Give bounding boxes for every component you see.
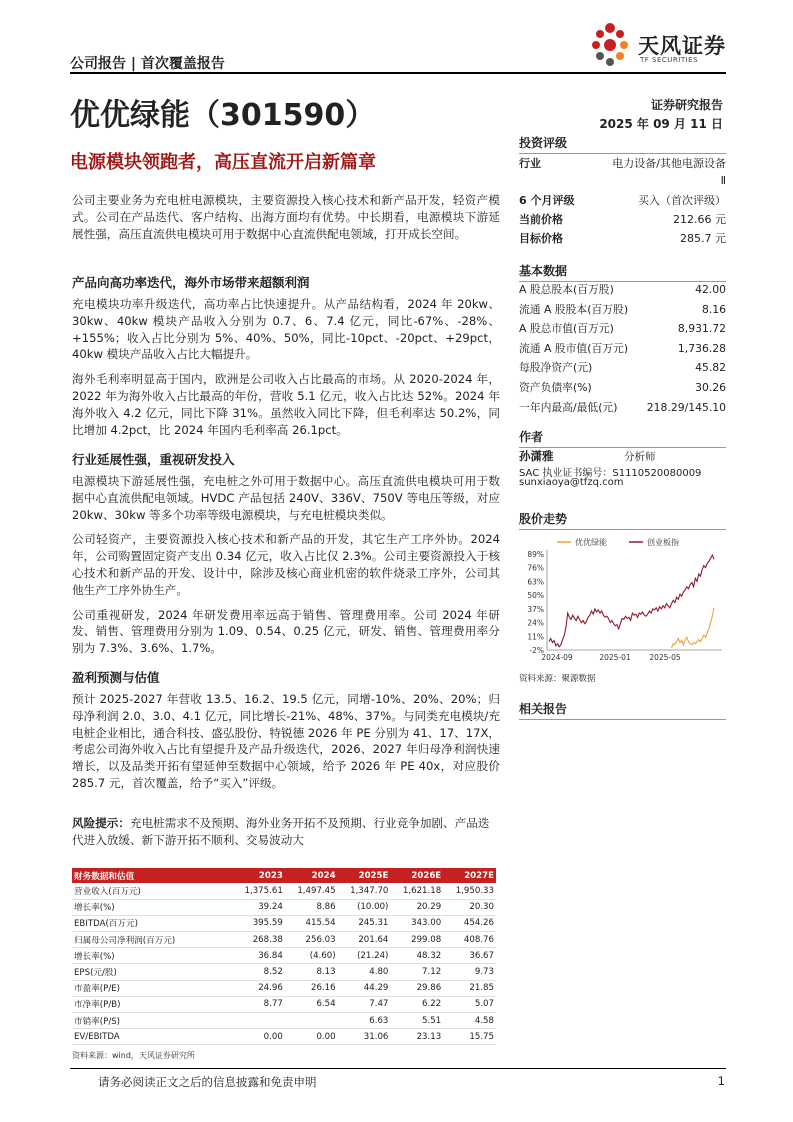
header-divider [70, 72, 726, 74]
author-email: sunxiaoya@tfzq.com [519, 477, 624, 488]
table-cell: 256.03 [285, 932, 338, 948]
author-role: 分析师 [624, 451, 656, 463]
industry-row [519, 155, 726, 189]
table-cell: 1,375.61 [232, 883, 285, 899]
table-row [72, 899, 496, 915]
paragraph: 海外毛利率明显高于国内，欧洲是公司收入占比最高的市场。从 2020-2024 年，2022 年为海外收入占比最高的年份，营收 5.1 亿元，收入占比达 52%。2024 年海外收入 4.2 亿元，同比下降 31%。虽然收入同比下降，但毛利率达 50.2%，同比增加 4.2pct，比 2024 年国内毛利率高 26.1pct。 [72, 372, 500, 437]
y-tick-label: 50% [527, 591, 544, 601]
table-cell: 15.75 [443, 1029, 496, 1045]
table-cell: 8.86 [285, 899, 338, 915]
table-cell: 增长率(%) [72, 948, 232, 964]
headline: 电源模块领跑者，高压直流开启新篇章 [70, 152, 376, 173]
index-series-line [549, 555, 714, 647]
rating-title: 投资评级 [519, 134, 726, 154]
rating-value: 买入（首次评级） [638, 194, 726, 207]
section-title: 产品向高功率迭代，海外市场带来超额利润 [72, 275, 310, 290]
legend-label: 优优绿能 [575, 538, 607, 547]
table-cell: 201.64 [338, 932, 391, 948]
table-cell: 0.00 [285, 1029, 338, 1045]
industry-label: 行业 [519, 157, 541, 170]
section-body [72, 473, 500, 665]
target-row [519, 230, 726, 246]
table-row [72, 964, 496, 980]
table-cell: 415.54 [285, 915, 338, 931]
table-cell: 6.54 [285, 996, 338, 1012]
table-cell: 23.13 [390, 1029, 443, 1045]
table-cell: 24.96 [232, 980, 285, 996]
table-cell: 36.67 [443, 948, 496, 964]
table-cell: 增长率(%) [72, 899, 232, 915]
table-cell [285, 1013, 338, 1029]
table-cell: 4.80 [338, 964, 391, 980]
author-title: 作者 [519, 428, 726, 448]
section-title: 行业延展性强，重视研发投入 [72, 452, 235, 467]
paragraph: 预计 2025-2027 年营收 13.5、16.2、19.5 亿元，同增-10%、20%、20%；归母净利润 2.0、3.0、4.1 亿元，同比增长-21%、48%、37%。与同类充电模块/充电桩企业相比，通合科技、盛弘股份、特锐德 2026 年 PE 分别为 41、17、17X，考虑公司海外收入占比有望提升及产品升级迭代，2026、2027 年归母净利润快速增长，以及品类开拓有望延伸至数据中心领域，给予 2026 年 PE 40x，对应股价 285.7 元，首次覆盖，给予“买入”评级。 [72, 692, 500, 790]
basic-data-row [519, 398, 726, 417]
basic-data-label: 一年内最高/最低(元) [519, 400, 618, 414]
author-name: 孙潇雅 [519, 449, 554, 463]
table-cell: 1,497.45 [285, 883, 338, 899]
industry-value: 电力设备/其他电源设备Ⅱ [612, 157, 726, 187]
basic-data-value: 30.26 [695, 381, 726, 394]
table-header [72, 868, 496, 883]
basic-data-row [519, 339, 726, 358]
table-row [72, 932, 496, 948]
table-source: 资料来源：wind，天风证券研究所 [72, 1051, 195, 1060]
table-cell: 20.29 [390, 899, 443, 915]
table-cell: EBITDA(百万元) [72, 915, 232, 931]
basic-data-value: 1,736.28 [677, 341, 726, 355]
table-cell: 8.13 [285, 964, 338, 980]
table-cell: 31.06 [338, 1029, 391, 1045]
table-cell: 245.31 [338, 915, 391, 931]
table-header-cell: 2024 [285, 868, 338, 883]
table-header-cell: 2025E [338, 868, 391, 883]
basic-data-value: 218.29/145.10 [646, 400, 726, 414]
table-cell: 8.77 [232, 996, 285, 1012]
table-cell: 6.22 [390, 996, 443, 1012]
table-cell: 市销率(P/S) [72, 1013, 232, 1029]
basic-data-row [519, 358, 726, 377]
risk-text: 充电桩需求不及预期、海外业务开拓不及预期、行业竞争加剧、产品迭代进入放缓、新下游开拓不顺利、交易波动大 [72, 816, 490, 847]
table-cell: 6.63 [338, 1013, 391, 1029]
basic-data-row [519, 319, 726, 338]
section-title: 盈利预测与估值 [72, 670, 160, 685]
table-cell: 343.00 [390, 915, 443, 931]
table-cell: 44.29 [338, 980, 391, 996]
paragraph: 充电模块功率升级迭代，高功率占比快速提升。从产品结构看，2024 年 20kw、30kw、40kw 模块产品收入分别为 0.7、6、7.4 亿元，同比-67%、-28%、+155%；收入占比分别为 5%、40%、50%，同比-10pct、-20pct、+29pct，40kw 模块产品收入占比大幅提升。 [72, 297, 500, 362]
table-row [72, 1013, 496, 1029]
price-row [519, 211, 726, 227]
x-tick-label: 2025-05 [649, 653, 681, 662]
table-cell: 36.84 [232, 948, 285, 964]
brand-name: 天风证券 [638, 34, 726, 58]
table-cell: 归属母公司净利润(百万元) [72, 932, 232, 948]
rating-label: 6 个月评级 [519, 194, 575, 207]
table-row [72, 980, 496, 996]
section-body [72, 296, 500, 446]
table-header-cell: 2023 [232, 868, 285, 883]
table-row [72, 996, 496, 1012]
page-number: 1 [717, 1074, 725, 1088]
chart-source: 资料来源：聚源数据 [519, 674, 596, 684]
y-tick-label: 76% [527, 563, 544, 573]
brand-name-en: TF SECURITIES [640, 56, 699, 64]
table-cell: 268.38 [232, 932, 285, 948]
footer-divider [70, 1068, 726, 1069]
table-cell: 7.47 [338, 996, 391, 1012]
table-cell: 市净率(P/B) [72, 996, 232, 1012]
y-tick-label: 63% [527, 577, 544, 587]
basic-data-row [519, 378, 726, 397]
table-cell: 299.08 [390, 932, 443, 948]
table-row [72, 948, 496, 964]
related-reports-title: 相关报告 [519, 700, 726, 720]
x-tick-label: 2024-09 [541, 653, 573, 662]
table-cell: 7.12 [390, 964, 443, 980]
table-cell: EV/EBITDA [72, 1029, 232, 1045]
table-cell: 4.58 [443, 1013, 496, 1029]
report-type: 证券研究报告 [650, 98, 723, 112]
y-tick-label: 37% [527, 604, 544, 614]
intro-paragraph: 公司主要业务为充电桩电源模块，主要资源投入核心技术和新产品开发，轻资产模式。公司在产品迭代、客户结构、出海方面均有优势。中长期看，电源模块下游延展性强，高压直流供电模块可用于数据中心直流供配电领域，打开成长空间。 [72, 193, 500, 241]
table-row [72, 915, 496, 931]
basic-data-label: 每股净资产(元) [519, 361, 593, 375]
price-value: 212.66 元 [673, 213, 726, 226]
table-cell: (4.60) [285, 948, 338, 964]
table-cell: 395.59 [232, 915, 285, 931]
tf-logo-icon [586, 20, 636, 70]
basic-data-label: A 股总股本(百万股) [519, 283, 614, 296]
table-cell: 48.32 [390, 948, 443, 964]
stock-series-line [672, 608, 715, 648]
table-cell: 29.86 [390, 980, 443, 996]
company-title: 优优绿能（301590） [70, 98, 376, 133]
table-header-cell: 财务数据和估值 [72, 868, 232, 883]
basic-data-title: 基本数据 [519, 262, 726, 282]
table-cell: 408.76 [443, 932, 496, 948]
basic-data-value: 42.00 [695, 283, 726, 296]
paragraph: 公司轻资产，主要资源投入核心技术和新产品的开发，其它生产工序外协。2024 年，公司购置固定资产支出 0.34 亿元，收入占比仅 2.3%。公司主要资源投入于核心技术和新产品的开发、设计中，除涉及核心商业机密的软件烧录工序外，公司其他生产工序外协生产。 [72, 532, 500, 597]
table-cell: 5.51 [390, 1013, 443, 1029]
table-cell: (10.00) [338, 899, 391, 915]
table-row [72, 883, 496, 899]
table-row [72, 1029, 496, 1045]
table-cell: 21.85 [443, 980, 496, 996]
table-cell: 1,621.18 [390, 883, 443, 899]
y-tick-label: 89% [527, 550, 544, 559]
basic-data-label: A 股总市值(百万元) [519, 322, 614, 336]
chart-title: 股价走势 [519, 510, 726, 530]
basic-data-value: 45.82 [695, 361, 726, 375]
x-tick-label: 2025-01 [599, 653, 631, 662]
table-cell: 5.07 [443, 996, 496, 1012]
table-header-cell: 2027E [443, 868, 496, 883]
table-cell: 0.00 [232, 1029, 285, 1045]
basic-data-row [519, 300, 726, 319]
paragraph: 公司重视研发，2024 年研发费用率远高于销售、管理费用率。公司 2024 年研发、销售、管理费用分别为 1.09、0.54、0.25 亿元，研发、销售、管理费用率分别为 7.3%、3.6%、1.7%。 [72, 607, 500, 656]
disclaimer: 请务必阅读正文之后的信息披露和免责申明 [98, 1075, 317, 1089]
section-body [72, 691, 500, 800]
table-cell: 26.16 [285, 980, 338, 996]
table-cell: 1,347.70 [338, 883, 391, 899]
target-value: 285.7 元 [680, 232, 726, 245]
table-cell: EPS(元/股) [72, 964, 232, 980]
financial-table [72, 868, 496, 1045]
table-cell: 39.24 [232, 899, 285, 915]
y-tick-label: 24% [527, 618, 544, 628]
table-cell [232, 1013, 285, 1029]
table-cell: 8.52 [232, 964, 285, 980]
author-cert: SAC 执业证书编号：S1110520080009 [519, 468, 702, 479]
report-date: 2025 年 09 月 11 日 [599, 117, 723, 131]
table-cell: 454.26 [443, 915, 496, 931]
price-trend-chart [519, 532, 726, 664]
basic-data-value: 8,931.72 [677, 322, 726, 336]
table-cell: 9.73 [443, 964, 496, 980]
y-tick-label: -2% [529, 646, 544, 655]
table-header-cell: 2026E [390, 868, 443, 883]
basic-data-row [519, 280, 726, 299]
table-cell: (21.24) [338, 948, 391, 964]
basic-data-label: 流通 A 股股本(百万股) [519, 302, 629, 316]
y-tick-label: 11% [527, 632, 544, 642]
report-category: 公司报告 | 首次覆盖报告 [70, 56, 225, 72]
basic-data-value: 8.16 [701, 302, 726, 316]
table-cell: 20.30 [443, 899, 496, 915]
basic-data-label: 流通 A 股市值(百万元) [519, 341, 629, 355]
table-cell: 1,950.33 [443, 883, 496, 899]
price-label: 当前价格 [519, 213, 563, 226]
basic-data-label: 资产负债率(%) [519, 381, 592, 394]
risk-label: 风险提示： [72, 816, 130, 830]
paragraph: 电源模块下游延展性强，充电桩之外可用于数据中心。高压直流供电模块可用于数据中心直流供配电领域。HVDC 产品包括 240V、336V、750V 等电压等级，对应 20kw、30kw 等多个功率等级电源模块，与充电桩模块类似。 [72, 474, 500, 522]
rating-row [519, 192, 726, 208]
target-label: 目标价格 [519, 232, 563, 245]
risk-notice [72, 815, 500, 849]
table-cell: 营业收入(百万元) [72, 883, 232, 899]
table-cell: 市盈率(P/E) [72, 980, 232, 996]
legend-label: 创业板指 [647, 538, 679, 547]
